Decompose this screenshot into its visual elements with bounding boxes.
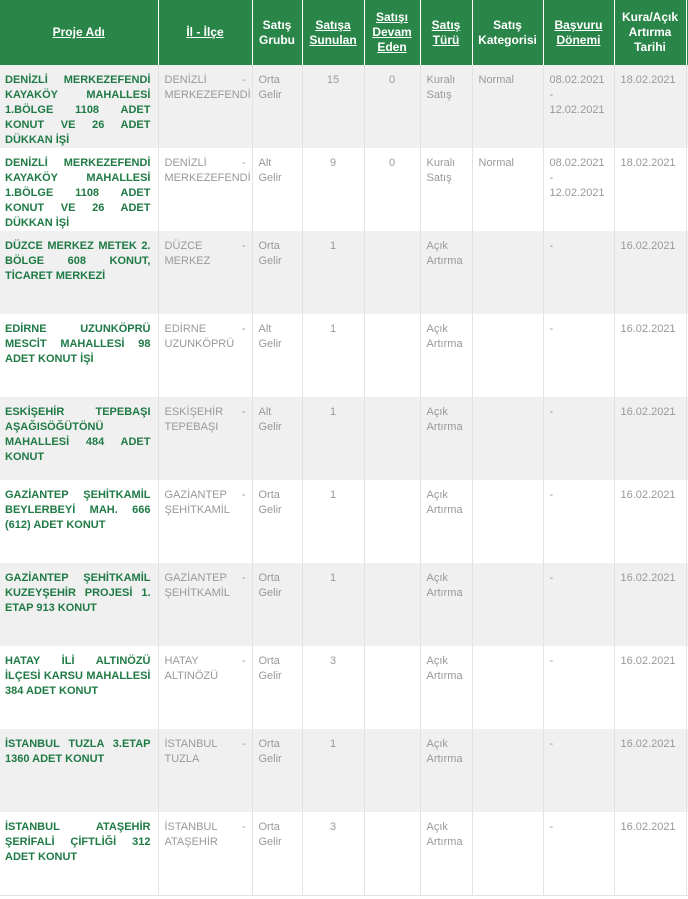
column-header-sunulan[interactable] (302, 0, 364, 65)
cell-basvuru: - (543, 397, 614, 480)
cell-devam (364, 314, 420, 397)
column-header-grup-label: Satış Grubu (259, 17, 295, 47)
cell-proje[interactable]: DENİZLİ MERKEZEFENDİ KAYAKÖY MAHALLESİ 1.BÖLGE 1108 ADET KONUT VE 26 ADET DÜKKAN İŞİ (0, 148, 158, 231)
cell-proje[interactable]: DÜZCE MERKEZ METEK 2. BÖLGE 608 KONUT, TİCARET MERKEZİ (0, 231, 158, 314)
cell-kategori (472, 812, 543, 895)
cell-kura: 18.02.2021 (614, 65, 686, 148)
cell-proje[interactable]: GAZİANTEP ŞEHİTKAMİL BEYLERBEYİ MAH. 666 (612) ADET KONUT (0, 480, 158, 563)
cell-kategori (472, 480, 543, 563)
cell-kura: 18.02.2021 (614, 148, 686, 231)
cell-kura: 16.02.2021 (614, 397, 686, 480)
cell-basvuru: - (543, 563, 614, 646)
table-row (0, 480, 688, 563)
column-header-kura (614, 0, 686, 65)
column-header-devam-label[interactable]: Satışı Devam Eden (372, 10, 412, 54)
cell-grup: Orta Gelir (252, 729, 302, 812)
column-header-tur-label[interactable]: Satış Türü (431, 17, 461, 47)
cell-kura: 16.02.2021 (614, 729, 686, 812)
cell-kategori (472, 646, 543, 729)
cell-sunulan: 1 (302, 314, 364, 397)
cell-kura: 16.02.2021 (614, 480, 686, 563)
column-header-devam[interactable] (364, 0, 420, 65)
cell-tur: Açık Artırma (420, 397, 472, 480)
cell-sunulan: 9 (302, 148, 364, 231)
column-header-basvuru[interactable] (543, 0, 614, 65)
cell-il: GAZİANTEP - ŞEHİTKAMİL (158, 563, 252, 646)
table-row (0, 397, 688, 480)
cell-sunulan: 1 (302, 231, 364, 314)
cell-grup: Alt Gelir (252, 397, 302, 480)
cell-kura: 16.02.2021 (614, 812, 686, 895)
column-header-kategori-label: Satış Kategorisi (478, 17, 537, 47)
column-header-grup (252, 0, 302, 65)
cell-grup: Alt Gelir (252, 148, 302, 231)
cell-devam (364, 480, 420, 563)
cell-basvuru: - (543, 231, 614, 314)
table-row (0, 729, 688, 812)
cell-sunulan: 1 (302, 480, 364, 563)
cell-devam (364, 812, 420, 895)
cell-il: DÜZCE - MERKEZ (158, 231, 252, 314)
cell-proje[interactable]: DENİZLİ MERKEZEFENDİ KAYAKÖY MAHALLESİ 1.BÖLGE 1108 ADET KONUT VE 26 ADET DÜKKAN İŞİ (0, 65, 158, 148)
cell-devam (364, 563, 420, 646)
cell-devam (364, 646, 420, 729)
cell-sunulan: 3 (302, 812, 364, 895)
cell-kategori: Normal (472, 65, 543, 148)
cell-tur: Açık Artırma (420, 314, 472, 397)
cell-basvuru: - (543, 646, 614, 729)
table-row (0, 646, 688, 729)
table-row (0, 65, 688, 148)
cell-kura: 16.02.2021 (614, 646, 686, 729)
table-row (0, 812, 688, 895)
cell-il: DENİZLİ - MERKEZEFENDİ (158, 65, 252, 148)
cell-tur: Açık Artırma (420, 812, 472, 895)
column-header-kura-label: Kura/Açık Artırma Tarihi (621, 10, 679, 54)
cell-devam (364, 231, 420, 314)
cell-grup: Orta Gelir (252, 480, 302, 563)
cell-tur: Açık Artırma (420, 646, 472, 729)
column-header-kategori (472, 0, 543, 65)
column-header-il-label[interactable]: İl - İlçe (186, 25, 224, 39)
column-header-tur[interactable] (420, 0, 472, 65)
cell-il: DENİZLİ - MERKEZEFENDİ (158, 148, 252, 231)
table-header-row (0, 0, 688, 65)
cell-grup: Orta Gelir (252, 563, 302, 646)
cell-proje[interactable]: ESKİŞEHİR TEPEBAŞI AŞAĞISÖĞÜTÖNÜ MAHALLESİ 484 ADET KONUT (0, 397, 158, 480)
table-row (0, 563, 688, 646)
column-header-proje[interactable] (0, 0, 158, 65)
cell-proje[interactable]: HATAY İLİ ALTINÖZÜ İLÇESİ KARSU MAHALLESİ 384 ADET KONUT (0, 646, 158, 729)
table-row (0, 314, 688, 397)
cell-il: HATAY - ALTINÖZÜ (158, 646, 252, 729)
cell-tur: Açık Artırma (420, 231, 472, 314)
cell-basvuru: - (543, 314, 614, 397)
cell-proje[interactable]: GAZİANTEP ŞEHİTKAMİL KUZEYŞEHİR PROJESİ 1. ETAP 913 KONUT (0, 563, 158, 646)
cell-kategori: Normal (472, 148, 543, 231)
cell-il: İSTANBUL - ATAŞEHİR (158, 812, 252, 895)
cell-kategori (472, 563, 543, 646)
cell-proje[interactable]: İSTANBUL ATAŞEHİR ŞERİFALİ ÇİFTLİĞİ 312 ADET KONUT (0, 812, 158, 895)
cell-basvuru: 08.02.2021 - 12.02.2021 (543, 148, 614, 231)
cell-tur: Açık Artırma (420, 563, 472, 646)
cell-il: ESKİŞEHİR - TEPEBAŞI (158, 397, 252, 480)
cell-grup: Alt Gelir (252, 314, 302, 397)
cell-sunulan: 1 (302, 563, 364, 646)
cell-basvuru: 08.02.2021 - 12.02.2021 (543, 65, 614, 148)
cell-basvuru: - (543, 812, 614, 895)
cell-proje[interactable]: EDİRNE UZUNKÖPRÜ MESCİT MAHALLESİ 98 ADET KONUT İŞİ (0, 314, 158, 397)
cell-sunulan: 15 (302, 65, 364, 148)
cell-il: EDİRNE - UZUNKÖPRÜ (158, 314, 252, 397)
cell-devam: 0 (364, 65, 420, 148)
cell-kura: 16.02.2021 (614, 563, 686, 646)
column-header-il[interactable] (158, 0, 252, 65)
cell-il: GAZİANTEP - ŞEHİTKAMİL (158, 480, 252, 563)
cell-sunulan: 1 (302, 729, 364, 812)
table-row (0, 231, 688, 314)
column-header-basvuru-label[interactable]: Başvuru Dönemi (554, 17, 603, 47)
cell-kura: 16.02.2021 (614, 314, 686, 397)
cell-devam (364, 729, 420, 812)
cell-basvuru: - (543, 729, 614, 812)
cell-tur: Kuralı Satış (420, 65, 472, 148)
column-header-sunulan-label[interactable]: Satışa Sunulan (309, 17, 357, 47)
cell-grup: Orta Gelir (252, 65, 302, 148)
cell-devam (364, 397, 420, 480)
cell-grup: Orta Gelir (252, 812, 302, 895)
cell-grup: Orta Gelir (252, 231, 302, 314)
cell-devam: 0 (364, 148, 420, 231)
cell-il: İSTANBUL - TUZLA (158, 729, 252, 812)
cell-tur: Açık Artırma (420, 729, 472, 812)
table-row (0, 148, 688, 231)
cell-grup: Orta Gelir (252, 646, 302, 729)
cell-sunulan: 3 (302, 646, 364, 729)
cell-kategori (472, 231, 543, 314)
cell-sunulan: 1 (302, 397, 364, 480)
cell-kategori (472, 729, 543, 812)
cell-kura: 16.02.2021 (614, 231, 686, 314)
cell-tur: Açık Artırma (420, 480, 472, 563)
cell-kategori (472, 397, 543, 480)
cell-tur: Kuralı Satış (420, 148, 472, 231)
cell-basvuru: - (543, 480, 614, 563)
cell-kategori (472, 314, 543, 397)
cell-proje[interactable]: İSTANBUL TUZLA 3.ETAP 1360 ADET KONUT (0, 729, 158, 812)
column-header-proje-label[interactable]: Proje Adı (52, 25, 105, 39)
